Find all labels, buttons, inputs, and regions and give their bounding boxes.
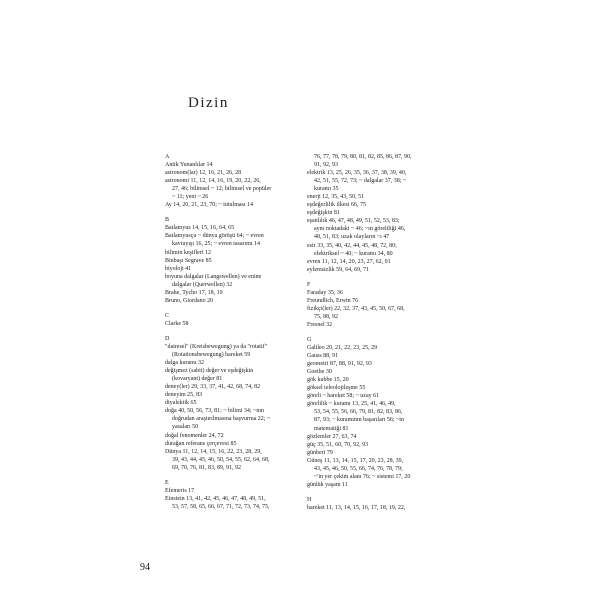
- index-entry: Freundlich, Erwin 76: [307, 297, 359, 304]
- index-entry: göreli ~ hareket 58; ~ uzay 61: [307, 393, 380, 400]
- index-entry: değişmez (sabit) değer ve eşdeğişkin: [165, 368, 254, 375]
- index-entry: Einstein 13, 41, 42, 45, 46, 47, 48, 49, 51,: [165, 495, 266, 502]
- index-entry: Bruno, Giordano 20: [165, 297, 214, 304]
- index-entry: 91, 92, 93: [314, 162, 338, 169]
- index-entry: Efemeris 17: [165, 487, 195, 494]
- index-entry: deneyim 25, 83: [165, 392, 203, 399]
- index-entry: astronom(lar) 12, 16, 21, 26, 28: [165, 170, 242, 177]
- index-entry: Binbaşı Segrave 85: [165, 257, 212, 264]
- index-entry: gök kubbe 15, 20: [307, 377, 349, 384]
- index-entry: 87, 93; ~ kuramının başarıları 56; ~in: [314, 417, 404, 424]
- index-entry: dalgalar (Querwellen) 32: [172, 281, 233, 288]
- index-entry: doğa 40, 50, 56, 73, 81; ~ bilimi 34; ~nın: [165, 408, 264, 415]
- index-entry: Dünya 11, 12, 14, 15, 16, 22, 23, 28, 29,: [165, 448, 262, 455]
- index-entry: (kovaryant) değer 81: [172, 376, 223, 383]
- index-entry: hareket 11, 13, 14, 15, 16, 17, 18, 19, 22,: [307, 504, 406, 511]
- index-entry: Ay 14, 20, 21, 23, 70; ~ tutulması 14: [165, 202, 254, 209]
- index-entry: matematiği 81: [314, 425, 349, 432]
- index-entry: elektriksel ~ 40; ~ kuramı 34, 80: [314, 250, 393, 257]
- index-entry: (Rotationsbewegung) hareket 59: [172, 352, 251, 359]
- index-entry: görelilik ~ kuramı 13, 25, 41, 46, 49,: [307, 401, 396, 408]
- index-entry: kuramı 35: [314, 186, 339, 193]
- index-entry: enerji 12, 35, 43, 50, 51: [307, 194, 365, 201]
- index-entry: diyalektik 65: [165, 400, 197, 407]
- section-letter: F: [307, 281, 311, 288]
- index-section: [307, 281, 440, 329]
- index-entry: 39, 43, 44, 45, 46, 50, 54, 55, 62, 64, 68,: [172, 456, 270, 463]
- index-entry: deney(ler) 29, 33, 37, 41, 42, 68, 74, 82: [165, 384, 261, 391]
- section-letter: B: [165, 217, 170, 224]
- index-entry: 69, 70, 76, 81, 83, 89, 91, 92: [172, 464, 241, 471]
- index-section: [165, 216, 298, 305]
- index-entry: Gauss 88, 91: [307, 353, 339, 360]
- index-entry: gözlemler 27, 63, 74: [307, 433, 357, 440]
- index-entry: biyoloji 41: [165, 265, 192, 272]
- index-entry: dalga kuramı 32: [165, 360, 204, 367]
- index-entry: Güneş 11, 13, 14, 15, 17, 20, 23, 28, 39,: [307, 457, 404, 464]
- index-entry: 75, 88, 92: [314, 313, 338, 320]
- index-entry: Clarke 58: [165, 320, 189, 327]
- index-entry: 27, 46; bilimsel ~ 12; bilimsel ve popüler: [172, 186, 272, 193]
- index-section: [307, 153, 440, 274]
- page-title: Dizin: [188, 95, 229, 111]
- section-letter: E: [165, 479, 169, 486]
- index-entry: ~'in yer çekim alanı 76; ~ sistemi 17, 20: [314, 473, 411, 480]
- index-entry: astronomi 11, 12, 14, 16, 19, 20, 22, 26,: [165, 178, 261, 185]
- index-entry: durağan referans çerçevesi 85: [165, 440, 237, 447]
- index-entry: doğal fenomenler 24, 72: [165, 432, 224, 439]
- index-entry: aynı noktadaki ~ 46; ~ın göreliliği 46,: [314, 226, 406, 233]
- index-entry: Fresnel 32: [307, 321, 333, 328]
- index-entry: günberi 79: [307, 449, 333, 456]
- index-entry: elektrik 13, 25, 26, 35, 36, 37, 38, 39, 40,: [307, 170, 407, 177]
- index-entry: Faraday 35, 36: [307, 289, 343, 296]
- index-column-right: [307, 153, 440, 519]
- index-entry: ~ 11; yeni ~ 26: [172, 194, 209, 201]
- section-letter: C: [165, 312, 170, 319]
- index-entry: günlük yaşam 11: [307, 481, 348, 488]
- index-section: [165, 153, 298, 209]
- index-entry: 48, 51, 83; uzak olayların ~ı 47: [314, 234, 390, 241]
- section-letter: G: [307, 336, 312, 343]
- index-entry: fizikçi(ler) 22, 32, 37, 43, 45, 50, 67, 68,: [307, 305, 405, 312]
- section-letter: A: [165, 154, 170, 160]
- section-letter: D: [165, 335, 170, 342]
- index-entry: eşanlılık 46, 47, 48, 49, 51, 52, 53, 83;: [307, 218, 400, 225]
- index-section: [165, 312, 298, 328]
- index-section: [307, 496, 440, 512]
- index-entry: bilimin keşifleri 12: [165, 249, 211, 256]
- index-entry: geometri 87, 88, 91, 92, 93: [307, 361, 372, 368]
- index-entry: Galileo 20, 21, 22, 23, 25, 29: [307, 345, 378, 352]
- index-entry: eşdeğerlilik ilkesi 66, 75: [307, 202, 366, 209]
- index-entry: kavrayışı 16, 25; ~ evren tasarımı 14: [172, 241, 261, 248]
- section-letter: H: [307, 496, 312, 503]
- index-entry: Batlamyusçu ~ dünya görüşü 64; ~ evren: [165, 233, 264, 240]
- index-entry: 53, 57, 58, 65, 66, 67, 71, 72, 73, 74, 75,: [172, 503, 270, 510]
- index-entry: Brahe, Tycho 17, 18, 19: [165, 289, 223, 296]
- index-entry: 76, 77, 78, 79, 80, 81, 82, 85, 86, 87, 90,: [314, 154, 412, 160]
- index-entry: eşdeğişkin 81: [307, 210, 340, 217]
- index-column-left: [165, 153, 298, 518]
- index-section: [307, 336, 440, 489]
- index-section: [165, 335, 298, 472]
- index-entry: "dairesel" (Kreisbewegung) ya da "rotatif": [165, 343, 268, 350]
- index-entry: esir 33, 35, 40, 42, 44, 45, 48, 72, 80;: [307, 242, 397, 249]
- index-entry: Goethe 30: [307, 369, 332, 376]
- index-entry: Antik Yunanlılar 14: [165, 162, 213, 169]
- index-entry: eylemsizlik 59, 64, 69, 71: [307, 266, 370, 273]
- index-entry: göksel teleolojileşme 55: [307, 385, 366, 392]
- index-entry: Batlamyus 14, 15, 16, 64, 65: [165, 225, 235, 232]
- index-entry: boyuna dalgalar (Langswellen) ve enine: [165, 273, 262, 280]
- page-number: 94: [140, 562, 150, 573]
- index-entry: doğrudan araştırılmasına başvurma 22; ~: [172, 416, 271, 423]
- index-entry: yasaları 50: [172, 424, 199, 431]
- index-entry: 53, 54, 55, 56, 66, 79, 81, 82, 83, 86,: [314, 409, 403, 416]
- index-entry: 42, 51, 55, 72, 73; ~ dalgalar 37, 38; ~: [314, 178, 407, 185]
- index-section: [165, 479, 298, 511]
- index-entry: evren 11, 12, 14, 20, 23, 27, 62, 91: [307, 258, 391, 265]
- index-entry: 43, 45, 46, 50, 55, 66, 74, 76, 78, 79;: [314, 465, 403, 472]
- index-entry: güç 35, 51, 60, 70, 92, 93: [307, 441, 369, 448]
